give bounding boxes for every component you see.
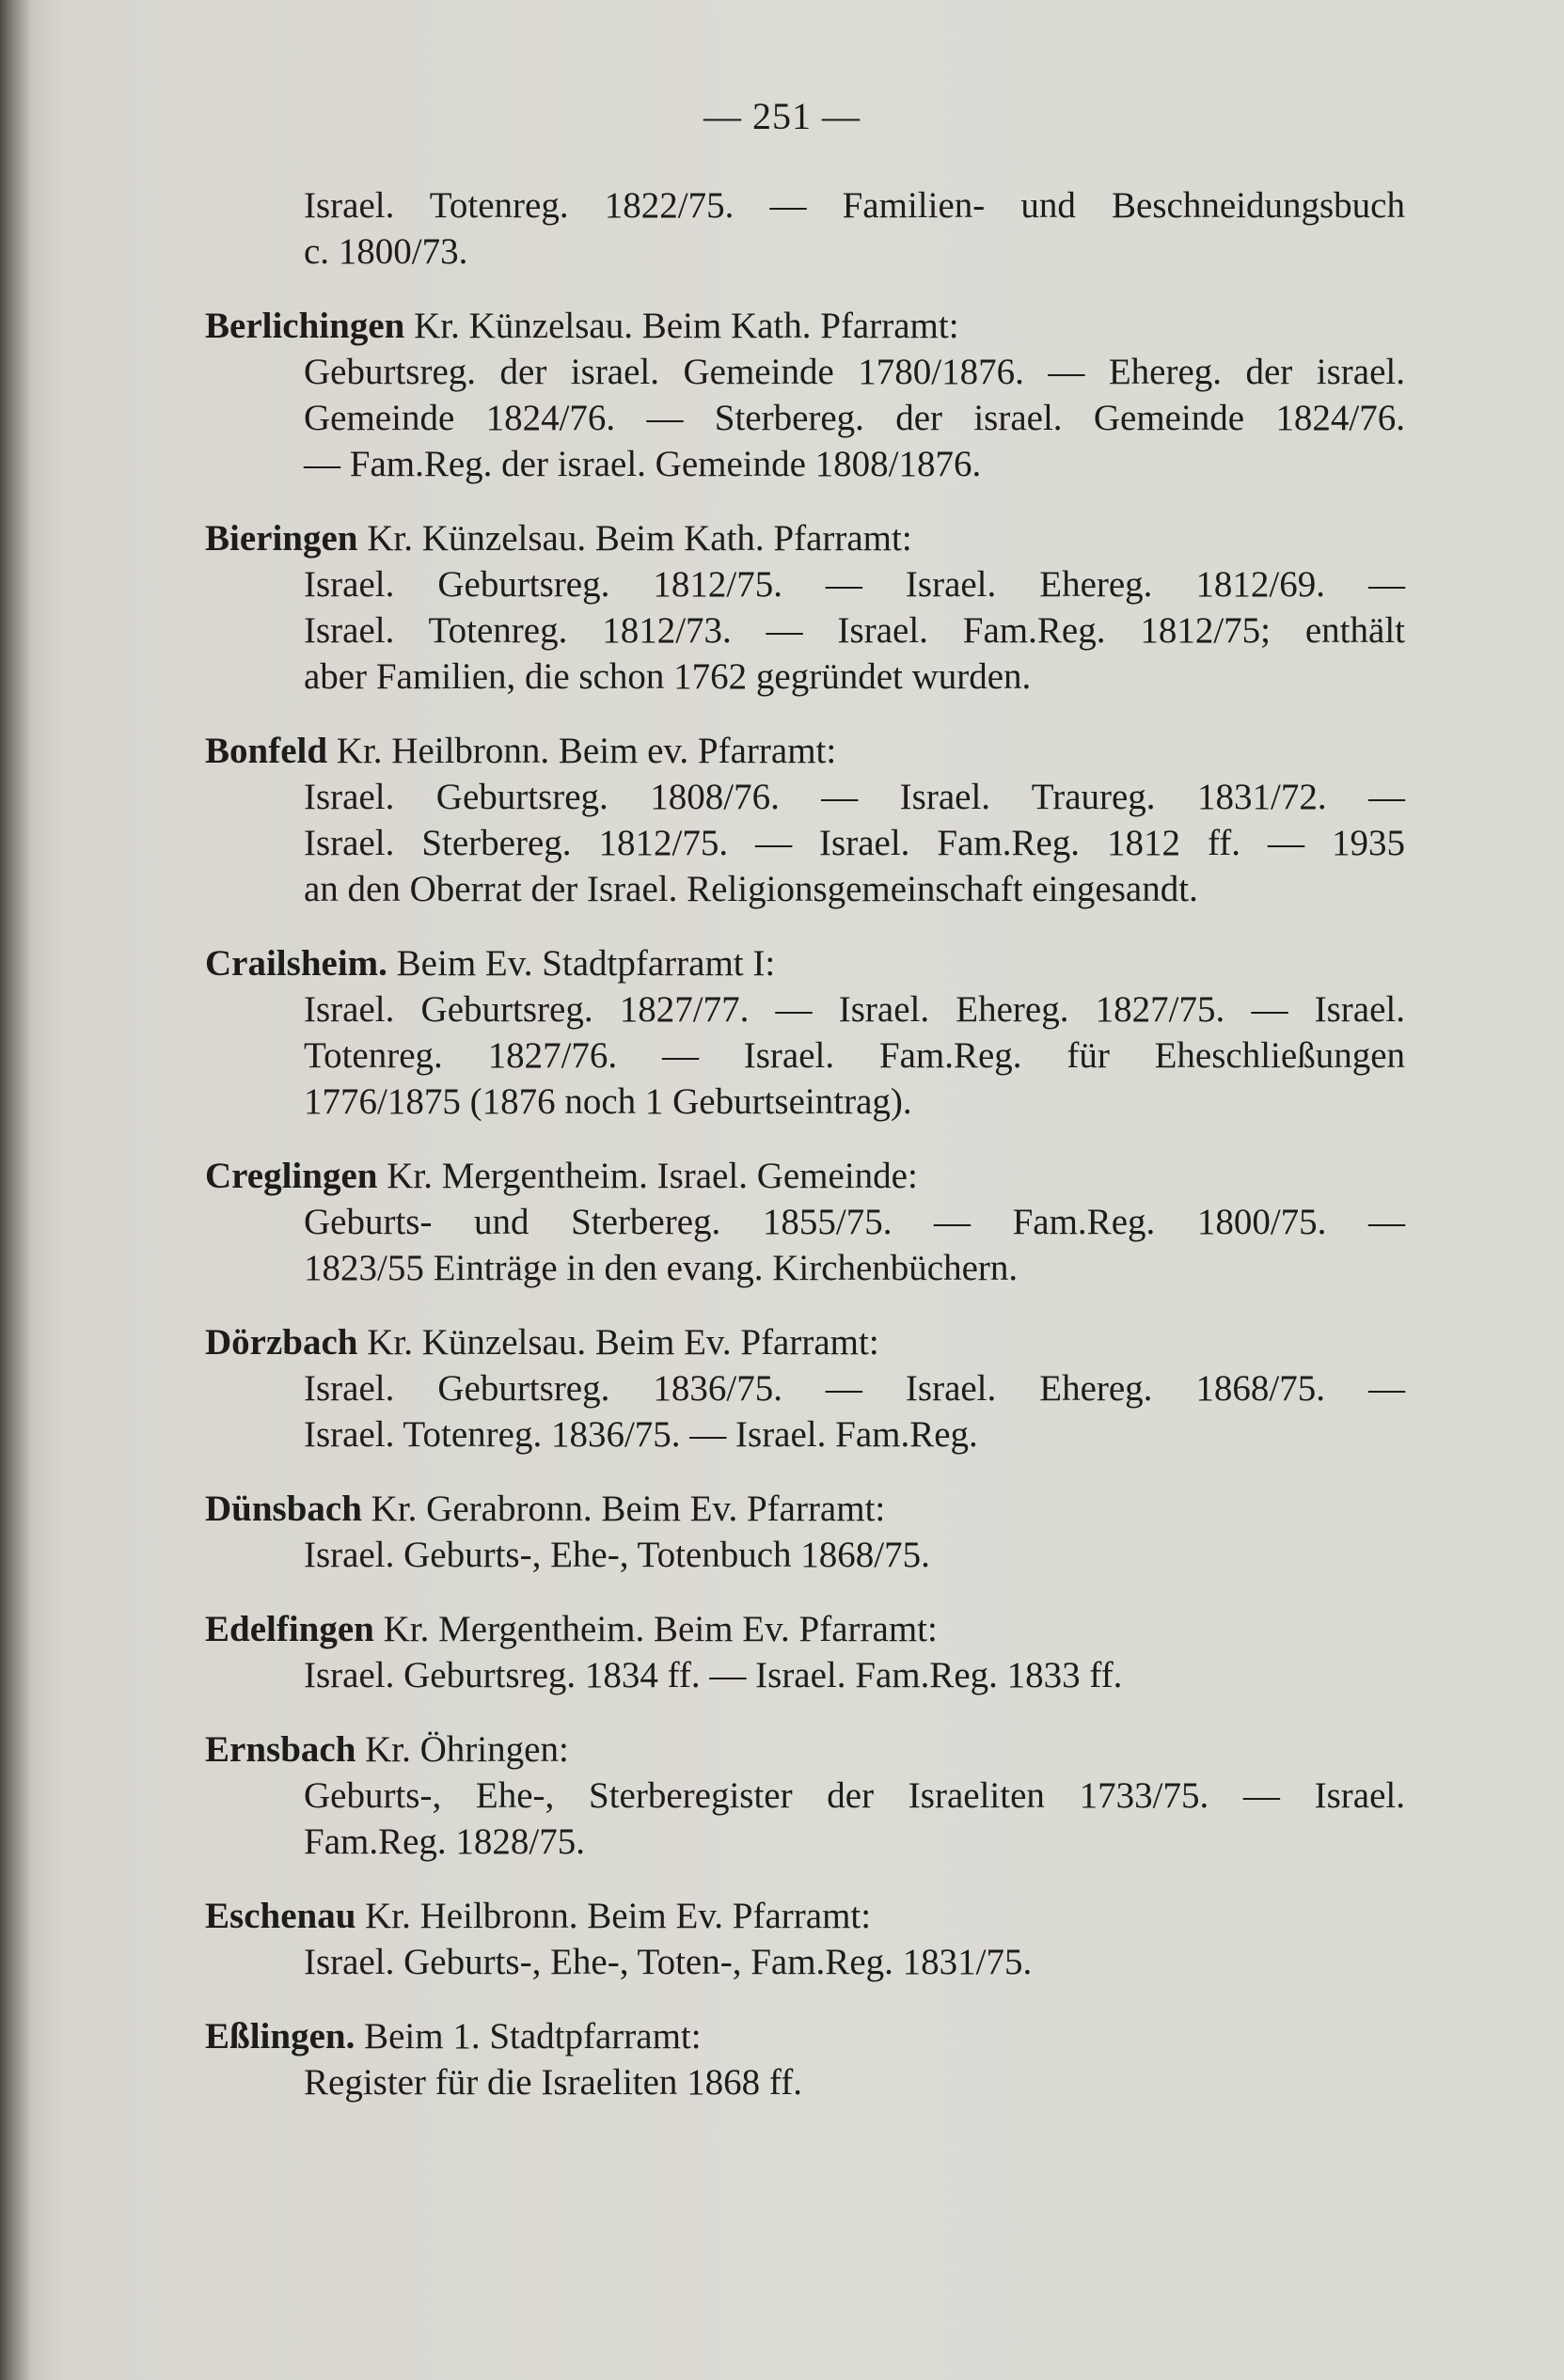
entry-heading bbox=[205, 1893, 1405, 1939]
text-line: Israel. Totenreg. 1836/75. — Israel. Fam.Reg. bbox=[304, 1414, 978, 1455]
entry-heading bbox=[205, 1606, 1405, 1652]
text-line: Totenreg. 1827/76. — Israel. Fam.Reg. für Eheschließungen bbox=[304, 1035, 1405, 1076]
entry-heading bbox=[205, 515, 1405, 561]
entry-location: Kr. Heilbronn. Beim Ev. Pfarramt: bbox=[355, 1896, 872, 1936]
register-entry bbox=[205, 2013, 1405, 2105]
register-entry bbox=[205, 940, 1405, 1125]
text-line: Israel. Geburts-, Ehe-, Toten-, Fam.Reg. 1831/75. bbox=[304, 1942, 1033, 1982]
entry-location: Kr. Künzelsau. Beim Kath. Pfarramt: bbox=[404, 306, 959, 346]
text-line: Israel. Totenreg. 1812/73. — Israel. Fam.Reg. 1812/75; enthält bbox=[304, 610, 1405, 651]
entry-location: Kr. Künzelsau. Beim Kath. Pfarramt: bbox=[357, 518, 912, 559]
register-entry bbox=[205, 515, 1405, 700]
register-entry bbox=[205, 303, 1405, 487]
place-name: Bieringen bbox=[205, 518, 358, 559]
text-line: c. 1800/73. bbox=[304, 231, 468, 272]
register-entry bbox=[205, 1486, 1405, 1578]
register-entry bbox=[205, 728, 1405, 912]
place-name: Crailsheim. bbox=[205, 943, 387, 984]
place-name: Edelfingen bbox=[205, 1609, 374, 1649]
text-line: Israel. Geburtsreg. 1812/75. — Israel. Ehereg. 1812/69. — bbox=[304, 564, 1405, 605]
text-line: Geburtsreg. der israel. Gemeinde 1780/1876. — Ehereg. der israel. bbox=[304, 352, 1405, 392]
text-line: Israel. Geburtsreg. 1808/76. — Israel. Traureg. 1831/72. — bbox=[304, 777, 1405, 817]
text-line: 1776/1875 (1876 noch 1 Geburtseintrag). bbox=[304, 1081, 912, 1122]
text-line: Gemeinde 1824/76. — Sterbereg. der israel. Gemeinde 1824/76. bbox=[304, 398, 1405, 438]
place-name: Eschenau bbox=[205, 1896, 356, 1936]
register-entry bbox=[205, 1726, 1405, 1865]
text-line: Fam.Reg. 1828/75. bbox=[304, 1821, 585, 1862]
text-line: 1823/55 Einträge in den evang. Kirchenbüchern. bbox=[304, 1248, 1019, 1288]
register-entry bbox=[205, 1319, 1405, 1458]
entry-location: Kr. Künzelsau. Beim Ev. Pfarramt: bbox=[357, 1322, 879, 1363]
text-line: Register für die Israeliten 1868 ff. bbox=[304, 2062, 802, 2103]
text-line: Israel. Geburts-, Ehe-, Totenbuch 1868/75. bbox=[304, 1535, 930, 1575]
register-entry bbox=[205, 1606, 1405, 1698]
place-name: Dörzbach bbox=[205, 1322, 358, 1363]
place-name: Berlichingen bbox=[205, 306, 405, 346]
entry-heading bbox=[205, 303, 1405, 349]
text-line: Geburts- und Sterbereg. 1855/75. — Fam.Reg. 1800/75. — bbox=[304, 1202, 1405, 1242]
text-line: an den Oberrat der Israel. Religionsgemeinschaft eingesandt. bbox=[304, 869, 1198, 909]
place-name: Eßlingen. bbox=[205, 2016, 355, 2057]
text-line: Israel. Sterbereg. 1812/75. — Israel. Fam.Reg. 1812 ff. — 1935 bbox=[304, 823, 1405, 863]
register-entry bbox=[205, 1893, 1405, 1985]
place-name: Creglingen bbox=[205, 1156, 378, 1196]
entry-location: Beim 1. Stadtpfarramt: bbox=[355, 2016, 702, 2057]
page-body bbox=[205, 182, 1405, 2105]
entry-location: Kr. Heilbronn. Beim ev. Pfarramt: bbox=[327, 731, 837, 771]
place-name: Bonfeld bbox=[205, 731, 328, 771]
place-name: Dünsbach bbox=[205, 1489, 362, 1529]
entry-heading bbox=[205, 1153, 1405, 1199]
entry-location: Kr. Mergentheim. Beim Ev. Pfarramt: bbox=[373, 1609, 938, 1649]
place-name: Ernsbach bbox=[205, 1729, 356, 1770]
entry-heading bbox=[205, 940, 1405, 986]
text-line: Israel. Geburtsreg. 1827/77. — Israel. Ehereg. 1827/75. — Israel. bbox=[304, 989, 1405, 1030]
entry-heading bbox=[205, 728, 1405, 774]
entry-location: Kr. Öhringen: bbox=[355, 1729, 569, 1770]
text-line: aber Familien, die schon 1762 gegründet wurden. bbox=[304, 656, 1032, 697]
register-entry bbox=[205, 1153, 1405, 1291]
entry-location: Kr. Mergentheim. Israel. Gemeinde: bbox=[377, 1156, 918, 1196]
text-line: Israel. Geburtsreg. 1836/75. — Israel. Ehereg. 1868/75. — bbox=[304, 1368, 1405, 1409]
text-line: — Fam.Reg. der israel. Gemeinde 1808/1876. bbox=[304, 444, 982, 484]
entry-heading bbox=[205, 1726, 1405, 1773]
text-line: Israel. Geburtsreg. 1834 ff. — Israel. Fam.Reg. 1833 ff. bbox=[304, 1655, 1123, 1695]
page-number: — 251 — bbox=[703, 95, 861, 137]
text-line: Israel. Totenreg. 1822/75. — Familien- und Beschneidungsbuch bbox=[304, 185, 1405, 226]
entry-heading bbox=[205, 2013, 1405, 2059]
entry-heading bbox=[205, 1319, 1405, 1365]
intro-entry bbox=[205, 182, 1405, 275]
entry-location: Beim Ev. Stadtpfarramt I: bbox=[387, 943, 776, 984]
text-line: Geburts-, Ehe-, Sterberegister der Israeliten 1733/75. — Israel. bbox=[304, 1775, 1405, 1816]
entry-location: Kr. Gerabronn. Beim Ev. Pfarramt: bbox=[361, 1489, 886, 1529]
entry-heading bbox=[205, 1486, 1405, 1532]
